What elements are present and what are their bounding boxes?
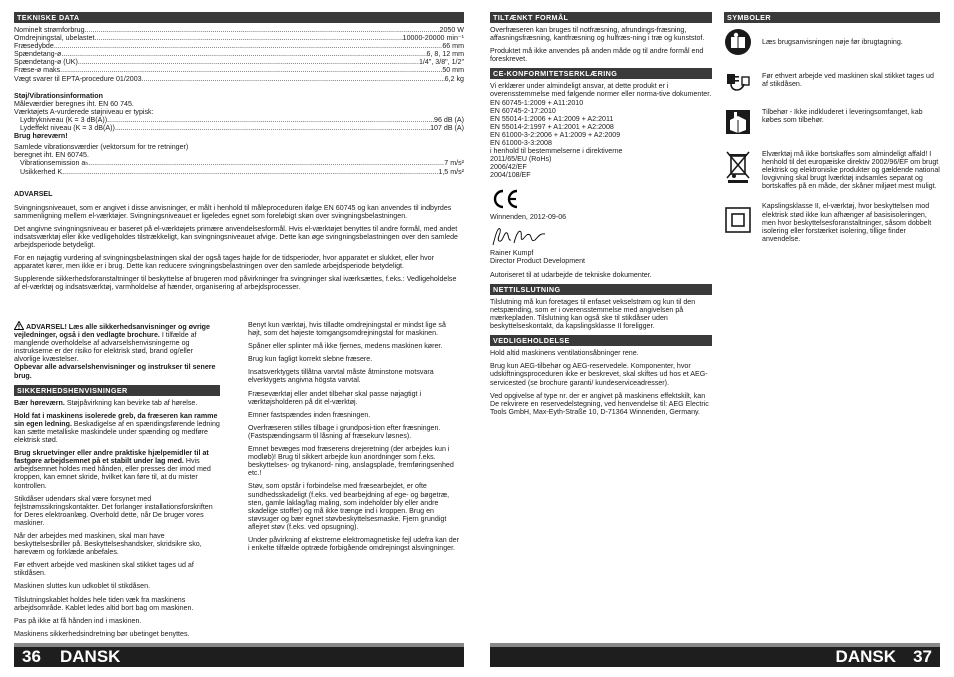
signer-name: Rainer Kumpf	[490, 248, 534, 257]
purpose-paragraph: Produktet må ikke anvendes på anden måde og til andre formål end foreskrevet.	[490, 47, 704, 64]
safety-item: Maskinens sikkerhedsindretning bør ubetinget benyttes.	[14, 629, 190, 638]
noise-line: Værktøjets A-vurderede støjniveau er typisk:	[14, 107, 154, 116]
spec-label: Lydtrykniveau (K = 3 dB(A))	[20, 115, 108, 124]
spec-label: Spændetang-ø	[14, 50, 62, 59]
ce-directives-intro: i henhold til bestemmelserne i direktiverne	[490, 147, 623, 156]
spec-value: 10000-20000 min⁻¹	[402, 34, 464, 43]
warning-triangle-icon	[14, 321, 24, 330]
spec-label: Lydeffekt niveau (K = 3 dB(A))	[20, 124, 115, 133]
spec-list	[14, 26, 464, 83]
symbol-row	[724, 202, 940, 242]
safety-item: Maskinen sluttes kun udkoblet til stikdåsen.	[14, 582, 151, 591]
safety-paragraph: Emnet bevæges mod fræserens drejeretning (der arbejdes kun i modløb)! Brug til sikkert arbejde kun anordninger som f.eks. beskyttelses- og trykanord- ning, anslagsplade, fremføringsenhed etc.!	[248, 445, 454, 478]
ce-directive: 2004/108/EF	[490, 171, 531, 180]
safety-paragraph: Brug kun fagligt korrekt slebne fræsere.	[248, 355, 373, 364]
spec-label: Spændetang-ø (UK)	[14, 58, 78, 67]
safety-paragraph: Emner fastspændes inden fræsningen.	[248, 410, 371, 419]
spec-label: Vægt svarer til EPTA-procedure 01/2003	[14, 74, 142, 83]
purpose-paragraph: Overfræseren kan bruges til notfræsning, afrundings-fræsning, affasningsfræsning, kantfræsning og hulfræs-ning i træ og kunststof.	[490, 26, 705, 43]
warning-paragraph: Det angivne svingningsniveau er baseret på el-værktøjets primære anvendelsesformål. Hvis el-værktøjet benyttes til andre formål, med andet indsatsværktøj eller ikke vedligeholdes tilstrækkeligt, kan svingningsniveauet afvige. Dette kan øge svingningsbelastningen over den samlede arbejdsperiode betydeligt.	[14, 224, 458, 250]
symbols-header: SYMBOLER	[724, 12, 940, 23]
ce-directive: 2006/42/EF	[490, 163, 527, 172]
spec-leader	[115, 124, 430, 132]
spec-value: 6, 8, 12 mm	[426, 50, 464, 59]
vibration-line: Samlede vibrationsværdier (vektorsum for tre retninger)	[14, 143, 189, 152]
spec-value: 66 mm	[442, 42, 464, 51]
spec-row	[20, 124, 464, 132]
spec-label: Fræsedybde	[14, 42, 54, 51]
class-ii-icon	[724, 202, 752, 234]
vibration-spec-list	[14, 159, 464, 175]
mains-header: NETTILSLUTNING	[490, 284, 712, 295]
safety-warning: ADVARSEL! Læs alle sikkerhedsanvisninger og øvrige vejledninger, også i den vedlagte brochure. I tilfælde af manglende overholdelse af advarselshenvisningerne og instrukserne er der risiko for elektrisk stød, brand og/eller alvorlige kvæstelser. Opbevar alle advarselshenvisninger og instrukser til senere brug.	[14, 323, 216, 380]
right-column-1	[490, 12, 712, 421]
spec-row	[14, 42, 464, 50]
safety-item: Bær høreværn. Støjpåvirkning kan bevirke tab af hørelse.	[14, 398, 198, 407]
symbols-column	[724, 12, 940, 251]
safety-paragraph: Støv, som opstår i forbindelse med fræsearbejdet, er ofte sundhedsskadeligt (f.eks. ved bearbejdning af ege- og bøgetræ, sten, gamle laklag/lag maling, som indeholder bly eller andre skadelige stoffer) og må ikke trænge ind i kroppen. Brug en støvsuger og bær egnet støvbeskyttelsesmaske. Fjern grundigt aflejret støv (f.eks. ved opsugning).	[248, 482, 450, 531]
symbol-row	[724, 68, 940, 96]
tech-data-header: TEKNISKE DATA	[14, 12, 464, 23]
accessory-box-icon	[724, 108, 752, 136]
spec-row	[14, 66, 464, 74]
safety-list	[14, 399, 220, 638]
safety-item: Stikdåser udendørs skal være forsynet med fejlstrømssikringskontakter. Det forlanger installationsforskriften for Deres elektroanlæg. Overhold dette, når De bruger vores maskiner.	[14, 494, 213, 527]
spec-leader	[142, 75, 445, 83]
spec-value: 107 dB (A)	[430, 124, 464, 133]
spec-value: 50 mm	[442, 66, 464, 75]
symbol-row	[724, 28, 940, 56]
ce-directive: 2011/65/EU (RoHs)	[490, 155, 552, 164]
safety-item: Hold fat i maskinens isolerede greb, da fræseren kan ramme sin egen ledning. Beskadigelse af en spændingsførende ledning kan sætte metalliske maskindele under spænding og medføre elektrisk stød.	[14, 411, 220, 445]
spec-row	[14, 34, 464, 42]
warning-paragraph: For en nøjagtig vurdering af svingningsbelastningen skal der også tages højde for de tidsperioder, hvor apparatet er slukket, eller hvor apparatet kører, men ikke er i brug. Dette kan reducere svingningsbelastningen over den samlede arbejdsperiode betydeligt.	[14, 254, 434, 271]
ce-standard: EN 55014-2:1997 + A1:2001 + A2:2008	[490, 122, 614, 131]
ce-standard: EN 61000-3-3:2008	[490, 139, 552, 148]
vibration-line: beregnet iht. EN 60745.	[14, 151, 89, 160]
middle-column	[248, 321, 460, 557]
maintenance-header: VEDLIGEHOLDELSE	[490, 335, 712, 346]
crossed-bin-icon	[724, 150, 752, 178]
signature	[490, 223, 712, 249]
safety-item: Pas på ikke at få hånden ind i maskinen.	[14, 616, 142, 625]
safety-item: Før ethvert arbejde ved maskinen skal stikket tages ud af stikdåsen.	[14, 561, 194, 578]
warning-paragraph: Supplerende sikkerhedsforanstaltninger til beskyttelse af brugeren mod påvirkninger fra svingninger skal iværksættes, f.eks.: Vedligeholdelse af el-værktøj og indsatsværktøj, varmholdelse af hænder, organisering af arbejdsprocesser.	[14, 275, 457, 292]
symbol-text: Tilbehør - Ikke indkluderet i leveringsomfanget, kab købes som tilbehør.	[762, 108, 923, 125]
unplug-icon	[724, 68, 752, 96]
spec-row	[20, 116, 464, 124]
spec-label: Nominelt strømforbrug	[14, 26, 85, 34]
spec-leader	[62, 66, 442, 74]
warning-title: ADVARSEL	[14, 189, 53, 198]
spec-leader	[54, 42, 442, 50]
safety-paragraph: Spåner eller splinter må ikke fjernes, medens maskinen kører.	[248, 342, 443, 351]
spec-value: 1,5 m/s²	[438, 167, 464, 176]
spec-leader	[88, 159, 444, 167]
language-label: DANSK	[60, 647, 121, 666]
spec-row	[14, 26, 464, 34]
hearing-protection-note: Brug høreværn!	[14, 132, 68, 141]
ce-intro: Vi erklærer under almindeligt ansvar, at dette produkt er i overensstemmelse med følgende normer eller norma-tive dokumenter.	[490, 82, 712, 99]
ce-standard-list	[490, 99, 712, 148]
spec-label: Vibrationsemission aₕ	[20, 159, 89, 168]
safety-item: Når der arbejdes med maskinen, skal man have beskyttelsesbriller på. Beskyttelseshandsker, skridsikre sko, høreværn og forklæde anbefales.	[14, 531, 202, 557]
safety-column	[14, 321, 220, 643]
ce-standard: EN 55014-1:2006 + A1:2009 + A2:2011	[490, 114, 614, 123]
safety-header: SIKKERHEDSHENVISNINGER	[14, 385, 220, 396]
spec-row	[14, 58, 464, 66]
ce-mark-icon	[490, 188, 520, 210]
maintenance-paragraph: Hold altid maskinens ventilationsåbninger rene.	[490, 349, 639, 358]
page-number: 37	[913, 647, 932, 666]
safety-item: Tilslutningskablet holdes hele tiden væk fra maskinens arbejdsområde. Kablet ledes altid bort bag om maskinen.	[14, 595, 194, 612]
spec-label: Usikkerhed K	[20, 167, 63, 176]
ce-authorized: Autoriseret til at udarbejde de tekniske dokumenter.	[490, 270, 652, 279]
safety-paragraph: Under påvirkning af ekstreme elektromagnetiske fejl udefra kan der i enkelte tilfælde optræde forbigående omdrejningst alsvingninger.	[248, 535, 459, 553]
symbol-text: Elværktøj må ikke bortskaffes som almindeligt affald! I henhold til det europæiske direktiv 2002/96/EF om brugt elektrisk og elektroniske produkter og gældende national lovgivning skal brugt lværktøj indsamles separat og bortskaffes på en måde, der skåner miljøet mest muligt.	[762, 150, 940, 191]
ce-standard: EN 61000-3-2:2006 + A1:2009 + A2:2009	[490, 130, 621, 139]
mains-text: Tilslutning må kun foretages til enfaset vekselstrøm og kun til den netspænding, som er i overensstemmelse med angivelsen på mærkepladen. Tilslutning kan også ske til stikdåser uden beskyttelseskontakt, da kapslingsklasse II foreligger.	[490, 297, 696, 331]
symbol-text: Kapslingsklasse II, el-værktøj, hvor beskyttelsen mod elektrisk stød ikke kun afhænger af basisisoleringen, men hvor beskyttelsesforanstaltninger, såsom dobbelt isolering eller forstærket isolering, tillige finder anvendelse.	[762, 202, 932, 243]
read-manual-icon	[724, 28, 752, 56]
spec-leader	[78, 58, 419, 66]
spec-label: Omdrejningstal, ubelastet	[14, 34, 95, 43]
signer-title: Director Product Development	[490, 256, 586, 265]
symbol-row	[724, 108, 940, 136]
noise-spec-list	[14, 116, 464, 132]
noise-title: Støj/Vibrationsinformation	[14, 91, 103, 100]
safety-paragraph: Overfræseren stilles tilbage i grundposi-tion efter fræsningen. (Fastspændingsarm til låsning af fræsekurv løsnes).	[248, 423, 441, 440]
spec-leader	[61, 50, 426, 58]
footer-left	[14, 647, 464, 667]
spec-value: 6,2 kg	[444, 74, 464, 83]
spec-label: Fræse-ø maks.	[14, 66, 63, 75]
footer-right	[490, 647, 940, 667]
ce-place-date: Winnenden, 2012-09-06	[490, 212, 567, 221]
spec-leader	[62, 168, 438, 176]
symbol-text: Før ethvert arbejde ved maskinen skal stikket tages ud af stikdåsen.	[762, 72, 934, 89]
warning-paragraph: Svingningsniveauet, som er angivet i disse anvisninger, er målt i henhold til måleproceduren ifølge EN 60745 og kan anvendes til indbyrdes sammenligning mellem el-værktøjer. Svingningsniveauet er ligeledes egnet som foreløbigt skøn over svingningsbelastningen.	[14, 203, 452, 220]
safety-item: Brug skruetvinger eller andre praktiske hjælpemidler til at fastgøre arbejdsemnet på et stabilt under lag med. Hvis arbejdsemnet holdes med hånden, eller presses der imod med kroppen, kan emnet skride, hvilket kan føre til, at du mister kontrollen.	[14, 449, 211, 490]
symbol-text: Læs brugsanvisningen nøje før ibrugtagning.	[762, 38, 903, 46]
spec-value: 7 m/s²	[444, 159, 464, 168]
ce-directive-list	[490, 155, 712, 179]
spec-leader	[85, 26, 440, 34]
spec-row	[14, 75, 464, 83]
spec-leader	[107, 116, 434, 124]
maintenance-paragraph: Brug kun AEG-tilbehør og AEG-reservedele. Komponenter, hvor udskiftningsproceduren ikke er beskrevet, skal skiftes ud hos et AEG-servicested (se brochure garanti/ kundeserviceadresser).	[490, 362, 708, 387]
spec-value: 1/4", 3/8", 1/2"	[418, 58, 464, 67]
maintenance-paragraph: Ved opgivelse af type nr. der er angivet på maskinens effektskilt, kan De rekvirere en reservedelstegning, ved henvendelse til: AEG Electric Tools GmbH, Max-Eyth-Straße 10, D-71364 Winnenden, Germany.	[490, 391, 709, 416]
ce-standard: EN 60745-2-17:2010	[490, 106, 556, 115]
spec-row	[14, 50, 464, 58]
spec-value: 2050 W	[439, 26, 464, 34]
safety-paragraph: Insatsverktygets tillåtna varvtal måste åtminstone motsvara elverktygets angivna högsta varvtal.	[248, 368, 434, 385]
ce-header: CE-KONFORMITETSERKLÆRING	[490, 68, 712, 79]
spec-row	[20, 159, 464, 167]
ce-standard: EN 60745-1:2009 + A11:2010	[490, 98, 584, 107]
safety-paragraph: Benyt kun værktøj, hvis tilladte omdrejningstal er mindst lige så højt, som det højeste tomgangsomdrejningstal for maskinen.	[248, 321, 446, 338]
tech-data-section	[14, 12, 464, 297]
language-label: DANSK	[835, 647, 896, 666]
noise-line: Måleværdier beregnes iht. EN 60 745.	[14, 99, 134, 108]
purpose-header: TILTÆNKT FORMÅL	[490, 12, 712, 23]
spec-row	[20, 168, 464, 176]
spec-value: 96 dB (A)	[434, 115, 464, 124]
symbol-row	[724, 150, 940, 190]
safety-paragraph: Fræseværktøj eller andet tilbehør skal passe nøjagtigt i værktøjsholderen på dit el-værktøj.	[248, 389, 422, 406]
page-number: 36	[22, 647, 41, 666]
spec-leader	[94, 34, 402, 42]
